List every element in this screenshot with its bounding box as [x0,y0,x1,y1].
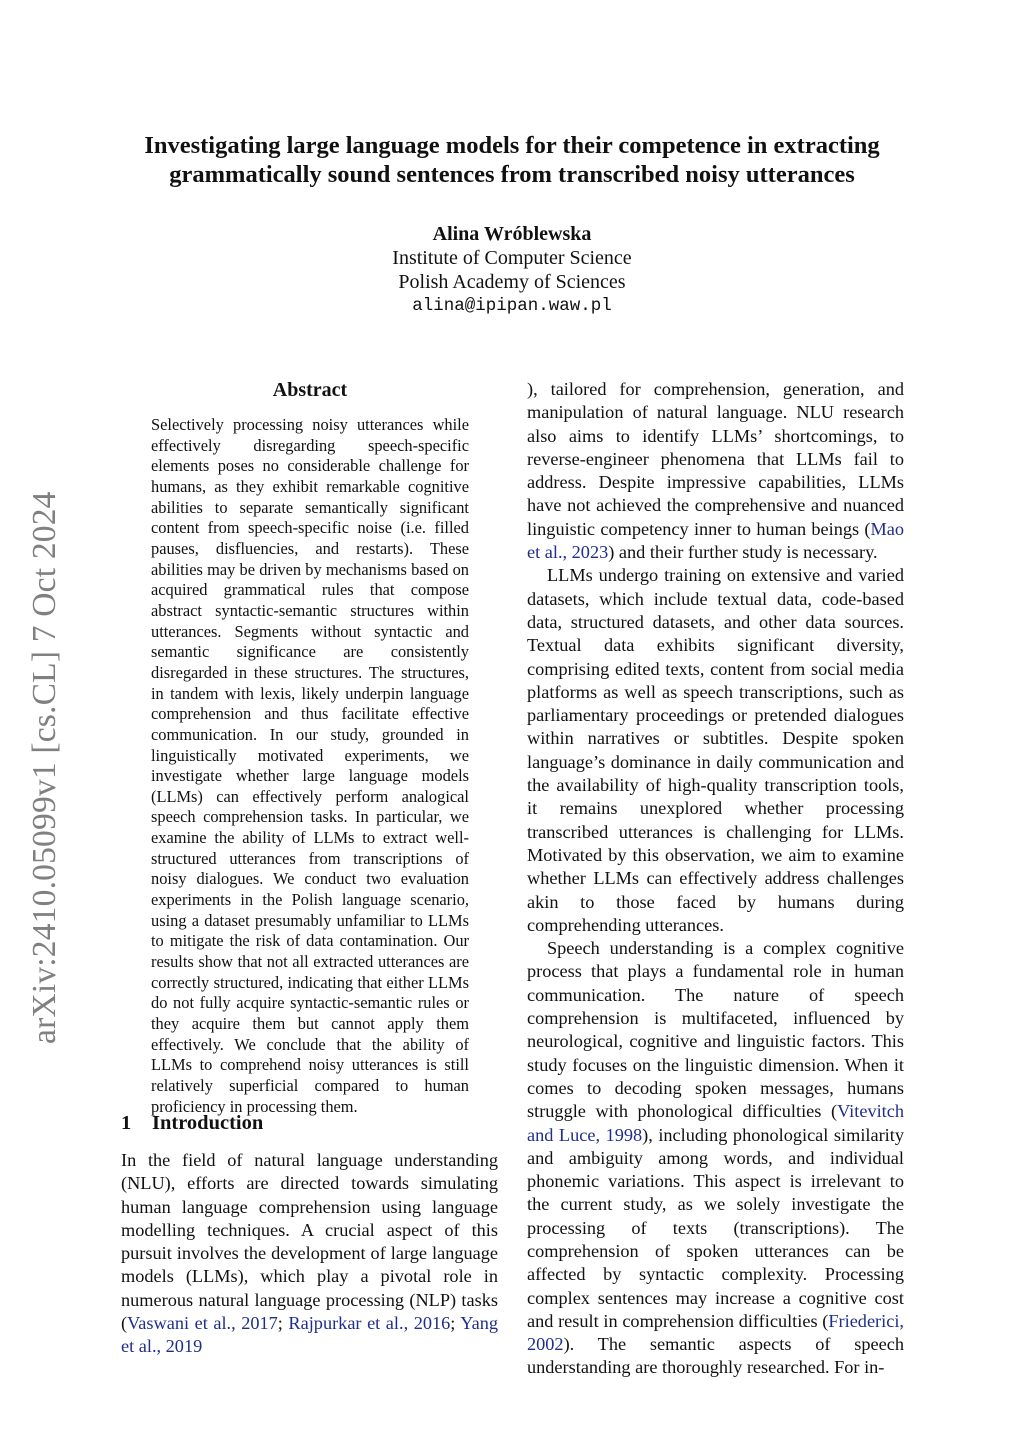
intro-paragraph-3 [527,937,904,1380]
abstract-body [151,415,469,1117]
citation-separator: ; [450,1313,461,1334]
section-heading-introduction [121,1111,263,1136]
intro-p1-end: ) and their further study is necessary. [608,542,878,563]
intro-column-right [527,378,904,1380]
section-title: Introduction [152,1112,264,1134]
citation-link[interactable]: Vaswani et al., 2017 [127,1313,278,1334]
intro-paragraph-1-continued [527,378,904,564]
citation-separator: ; [277,1313,289,1334]
citation-link[interactable]: Friederici, 2002 [527,1310,904,1355]
citation-link[interactable]: Vitevitch and Luce, 1998 [527,1101,904,1145]
paper-title: Investigating large language models for their competence in extracting grammatically sound sentences from transcribed noisy utterances [144,132,880,188]
citation-link[interactable]: Mao et al., 2023 [527,518,904,563]
intro-p3-middle: ), including phonological similarity and ambiguity among words, and individual phonemic variations. This aspect is irrelevant to the current study, as we solely investigate the processing of texts (transcriptions). The comprehension of spoken utterances can be affected by syntactic complexity. Processing complex sentences may increase a cognitive cost and result in comprehension difficulties ( [527,1124,904,1331]
citation-link[interactable]: Rajpurkar et al., 2016 [288,1313,451,1334]
intro-column-left [121,1149,498,1359]
author-affiliation-academy: Polish Academy of Sciences [398,271,626,293]
intro-p3-end: ). The semantic aspects of speech understanding are thoroughly researched. For in- [527,1334,904,1378]
author-affiliation-institute: Institute of Computer Science [392,247,632,269]
author-name: Alina Wróblewska [432,223,592,245]
abstract-text: Selectively processing noisy utterances while effectively disregarding speech-specific elements poses no considerable challenge for humans, as they exhibit remarkable cognitive abilities to separate semantically significant content from speech-specific noise (i.e. filled pauses, disfluencies, and restarts). These abilities may be driven by mechanisms based on acquired grammatical rules that compose abstract syntactic-semantic structures within utterances. Segments without syntactic and semantic significance are consistently disregarded in these structures. The structures, in tandem with lexis, likely underpin language comprehension and thus facilitate effective communication. In our study, grounded in linguistically motivated experiments, we investigate whether large language models (LLMs) can effectively perform analogical speech comprehension tasks. In particular, we examine the ability of LLMs to extract well-structured utterances from transcriptions of noisy dialogues. We conduct two evaluation experiments in the Polish language scenario, using a dataset presumably unfamiliar to LLMs to mitigate the risk of data contamination. Our results show that not all extracted utterances are correctly structured, indicating that either LLMs do not fully acquire syntactic-semantic rules or they acquire them but cannot apply them effectively. We conclude that the ability of LLMs to comprehend noisy utterances is still relatively superficial compared to human proficiency in processing them. [151,415,469,1116]
arxiv-stamp: arXiv:2410.05099v1 [cs.CL] 7 Oct 2024 [26,491,63,1044]
intro-p1-text: In the field of natural language understanding (NLU), efforts are directed towards simulating human language comprehension using language modelling techniques. A crucial aspect of this pursuit involves the development of large language models (LLMs), which play a pivotal role in numerous natural language processing (NLP) tasks ( [121,1150,498,1334]
section-number: 1 [121,1112,132,1134]
intro-paragraph-2: LLMs undergo training on extensive and varied datasets, which include textual data, code-based data, structured datasets, and other data sources. Textual data exhibits significant diversity, comprising edited texts, content from social media platforms as well as speech transcriptions, such as parliamentary proceedings or pretended dialogues within narratives or subtitles. Despite spoken language’s dominance in daily communication and the availability of high-quality transcription tools, it remains unexplored whether processing transcribed utterances is challenging for LLMs. Motivated by this observation, we aim to examine whether LLMs can effectively address challenges akin to those faced by humans during comprehending utterances. [527,565,904,935]
author-email: alina@ipipan.waw.pl [412,296,612,316]
abstract-heading: Abstract [272,379,348,401]
author-block [262,222,762,318]
intro-p3-text: Speech understanding is a complex cognitive process that plays a fundamental role in human communication. The nature of speech comprehension is multifaceted, influenced by neurological, cognitive and linguistic factors. This study focuses on the linguistic dimension. When it comes to decoding spoken messages, humans struggle with phonological difficulties ( [527,938,904,1122]
intro-p1-continuation: ), tailored for comprehension, generation, and manipulation of natural language. NLU research also aims to identify LLMs’ shortcomings, to reverse-engineer phenomena that LLMs fail to address. Despite impressive capabilities, LLMs have not achieved the comprehensive and nuanced linguistic competency inner to human beings ( [527,379,904,539]
intro-paragraph-1-start [121,1149,498,1359]
citation-link[interactable]: Yang et al., 2019 [121,1313,498,1357]
